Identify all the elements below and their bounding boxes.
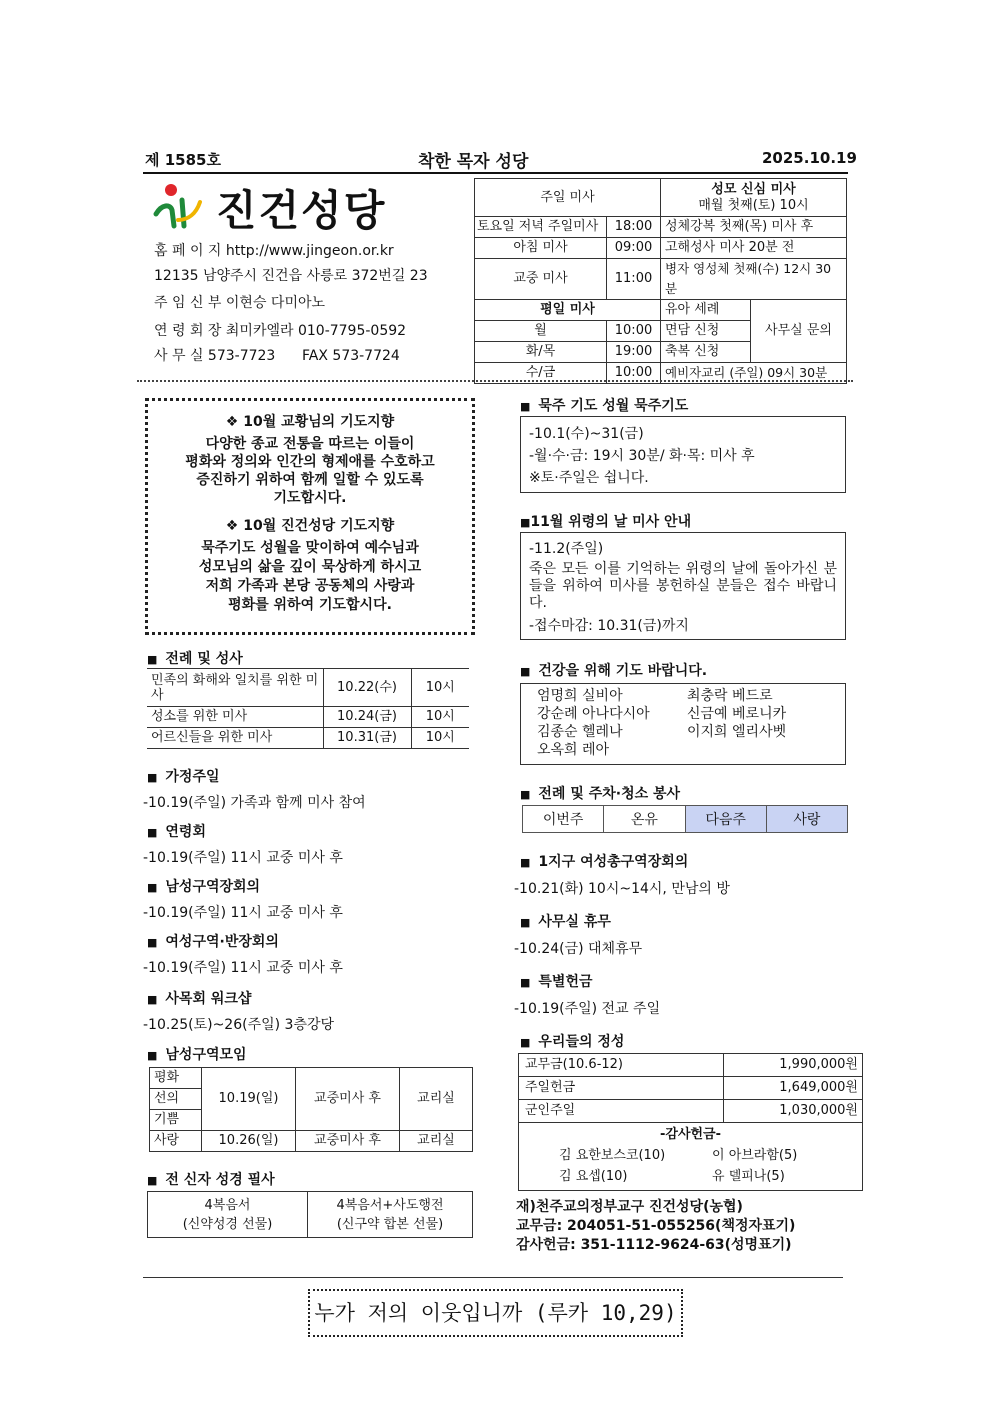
offering-amount: 1,990,000원: [724, 1054, 863, 1077]
footer-rule: [143, 1277, 843, 1278]
service-title: ■ 전례 및 주차·청소 봉사: [520, 783, 680, 803]
notice-title: ■ 연령회: [147, 821, 206, 841]
liturgy-title: ■ 전례 및 성사: [147, 648, 243, 668]
pope-line: 평화와 정의와 인간의 형제애를 수호하고: [185, 454, 435, 470]
notice-title: ■ 1지구 여성총구역장회의: [520, 851, 688, 871]
thanks-title: -감사헌금-: [659, 1127, 722, 1142]
notice-title: ■ 사목회 워크샵: [147, 988, 251, 1008]
rosary-line: -10.1(수)~31(금): [529, 426, 644, 442]
health-title: ■ 건강을 위해 기도 바랍니다.: [520, 660, 707, 680]
liturgy-time: 10시: [411, 728, 469, 749]
notice-text: -10.19(주일) 가족과 함께 미사 참여: [143, 795, 366, 811]
notice-text: -10.19(주일) 전교 주일: [514, 1001, 661, 1017]
parish-line: 성모님의 삶을 깊이 묵상하게 하시고: [198, 559, 422, 575]
mass-row-name: 교중 미사: [475, 259, 607, 300]
health-name: 강순례 아나다시아: [537, 706, 650, 722]
meeting-date: 10.26(일): [202, 1131, 296, 1152]
health-name: 엄명희 실비아: [537, 688, 623, 704]
parish-logo-icon: [152, 180, 212, 230]
pope-line: 다양한 종교 전통을 따르는 이들이: [205, 436, 415, 452]
diamond-icon: ❖: [225, 414, 239, 430]
liturgy-date: 10.22(수): [323, 669, 411, 707]
thanks-name: 이 아브라함(5): [712, 1148, 798, 1163]
meeting-place: 교리실: [400, 1131, 473, 1152]
bible-option-2: 4복음서+사도행전 (신구약 합본 선물): [308, 1192, 473, 1238]
thanks-name: 김 요한보스코(10): [559, 1148, 666, 1163]
memorial-box: [520, 532, 846, 640]
memorial-deadline: -접수마감: 10.31(금)까지: [529, 618, 689, 634]
thanks-name: 유 델피나(5): [712, 1169, 785, 1184]
memorial-date: -11.2(주일): [529, 541, 604, 557]
bank-info: [516, 1198, 795, 1255]
mass-row-time: 18:00: [607, 217, 661, 238]
weekday-day: 화/목: [475, 342, 607, 363]
notice-title: ■ 여성구역·반장회의: [147, 931, 279, 951]
pope-line: 기도합시다.: [273, 490, 347, 506]
parish-line: 저희 가족과 본당 공동체의 사랑과: [205, 578, 415, 594]
offering-amount: 1,030,000원: [724, 1100, 863, 1123]
meeting-place: 교리실: [400, 1068, 473, 1131]
pastor: 주 임 신 부 이현승 다미아노: [154, 295, 326, 311]
meeting-time: 교중미사 후: [296, 1131, 400, 1152]
offering-name: 교무금(10.6-12): [519, 1054, 724, 1077]
sunday-mass-header: 주일 미사: [475, 179, 661, 217]
office-inquiry: 사무실 문의: [751, 300, 847, 363]
bank-line: 교무금: 204051-51-055256(책정자표기): [516, 1218, 796, 1234]
mass-row-name: 토요일 저녁 주일미사: [475, 217, 607, 238]
bible-title: ■ 전 신자 성경 필사: [147, 1169, 275, 1189]
parish-line: 평화를 위하여 기도합시다.: [228, 597, 392, 613]
notice-title: ■ 특별헌금: [520, 971, 593, 991]
weekday-note: 면담 신청: [661, 321, 751, 342]
mass-row-note: 병자 영성체 첫째(수) 12시 30분: [661, 259, 847, 300]
service-cell: 이번주: [523, 806, 604, 832]
liturgy-name: 어르신들을 위한 미사: [147, 728, 323, 749]
group-name: 선의: [150, 1089, 202, 1110]
mass-row-time: 09:00: [607, 238, 661, 259]
prayer-intention-box: [145, 398, 475, 635]
group-name: 사랑: [150, 1131, 202, 1152]
group-name: 평화: [150, 1068, 202, 1089]
service-row: [522, 805, 848, 833]
offering-amount: 1,649,000원: [724, 1077, 863, 1100]
meeting-time: 교중미사 후: [296, 1068, 400, 1131]
pope-line: 증진하기 위하여 함께 일할 수 있도록: [196, 472, 424, 488]
bible-option-1: 4복음서 (신약성경 선물): [148, 1192, 308, 1238]
footer-verse: 누가 저의 이웃입니까 (루카 10,29): [308, 1289, 683, 1337]
mass-row-name: 아침 미사: [475, 238, 607, 259]
diamond-icon: ❖: [225, 518, 239, 534]
health-name: 김종순 헬레나: [537, 724, 623, 740]
bible-table: [147, 1191, 473, 1238]
service-cell-highlight: 다음주: [686, 806, 767, 832]
notice-title: ■ 남성구역장회의: [147, 876, 260, 896]
weekday-day: 월: [475, 321, 607, 342]
liturgy-name: 민족의 화해와 일치를 위한 미사: [147, 669, 323, 707]
pope-intention-title: ❖ 10월 교황님의 기도지향: [225, 414, 395, 430]
weekday-mass-header: 평일 미사: [475, 300, 661, 321]
rosary-line: ※토·주일은 쉽니다.: [529, 470, 649, 486]
memorial-title: ■11월 위령의 날 미사 안내: [520, 514, 692, 530]
mass-row-note: 성체강복 첫째(목) 미사 후: [661, 217, 847, 238]
rosary-box: [520, 416, 846, 493]
service-cell: 온유: [604, 806, 685, 832]
liturgy-date: 10.31(금): [323, 728, 411, 749]
notice-title: ■ 사무실 휴무: [520, 911, 611, 931]
infant-baptism: 유아 세례: [661, 300, 751, 321]
offering-title: ■ 우리들의 정성: [520, 1031, 624, 1051]
mass-row-time: 11:00: [607, 259, 661, 300]
notice-text: -10.19(주일) 11시 교중 미사 후: [143, 960, 343, 976]
notice-text: -10.25(토)~26(주일) 3층강당: [143, 1017, 335, 1033]
address: 12135 남양주시 진건읍 사릉로 372번길 23: [154, 268, 428, 284]
thanks-name: 김 요셉(10): [559, 1169, 628, 1184]
marian-mass-header: 성모 신심 미사 매월 첫째(토) 10시: [661, 179, 847, 217]
rosary-line: -월·수·금: 19시 30분/ 화·목: 미사 후: [529, 448, 755, 464]
men-meeting-table: [149, 1067, 473, 1152]
liturgy-table: [147, 668, 469, 749]
health-name: 신금예 베로니카: [687, 706, 787, 722]
office-phone: 사 무 실 573-7723 FAX 573-7724: [154, 348, 400, 364]
thanks-offering: [519, 1123, 863, 1191]
mass-row-note: 고해성사 미사 20분 전: [661, 238, 847, 259]
weekday-note: 축복 신청: [661, 342, 751, 363]
weekday-time: 10:00: [607, 363, 661, 384]
bank-line: 재)천주교의정부교구 진건성당(농협): [516, 1199, 743, 1215]
notice-text: -10.24(금) 대체휴무: [514, 941, 643, 957]
weekday-note: 예비자교리 (주일) 09시 30분: [661, 363, 847, 384]
notice-text: -10.19(주일) 11시 교중 미사 후: [143, 850, 343, 866]
notice-text: -10.19(주일) 11시 교중 미사 후: [143, 905, 343, 921]
parish-title: 착한 목자 성당: [418, 152, 529, 172]
health-name: 최충락 베드로: [687, 688, 773, 704]
section-divider: [137, 380, 853, 382]
square-icon: ■: [520, 516, 531, 529]
liturgy-time: 10시: [411, 707, 469, 728]
logo-text: 진건성당: [216, 186, 387, 235]
mass-schedule-table: [474, 178, 847, 384]
group-name: 기쁨: [150, 1110, 202, 1131]
service-cell-highlight: 사랑: [767, 806, 847, 832]
issue-number: 제 1585호: [145, 151, 221, 169]
weekday-day: 수/금: [475, 363, 607, 384]
liturgy-date: 10.24(금): [323, 707, 411, 728]
liturgy-name: 성소를 위한 미사: [147, 707, 323, 728]
homepage: 홈 페 이 지 http://www.jingeon.or.kr: [154, 243, 394, 259]
notice-text: -10.21(화) 10시~14시, 만남의 방: [514, 881, 730, 897]
header-rule: [143, 172, 848, 174]
men-meeting-title: ■ 남성구역모임: [147, 1044, 247, 1064]
parish-intention-title: ❖ 10월 진건성당 기도지향: [225, 518, 395, 534]
health-name: 오옥희 레아: [537, 742, 610, 758]
health-name: 이지희 엘리사벳: [687, 724, 787, 740]
notice-title: ■ 가정주일: [147, 766, 220, 786]
offering-name: 주일헌금: [519, 1077, 724, 1100]
liturgy-time: 10시: [411, 669, 469, 707]
president: 연 령 회 장 최미카엘라 010-7795-0592: [154, 323, 407, 339]
offering-table: [518, 1053, 863, 1191]
weekday-time: 19:00: [607, 342, 661, 363]
health-box: [520, 683, 846, 765]
weekday-time: 10:00: [607, 321, 661, 342]
meeting-date: 10.19(일): [202, 1068, 296, 1131]
issue-date: 2025.10.19: [762, 149, 857, 167]
rosary-title: ■ 묵주 기도 성월 묵주기도: [520, 395, 688, 415]
offering-name: 군인주일: [519, 1100, 724, 1123]
parish-line: 묵주기도 성월을 맞이하여 예수님과: [201, 540, 419, 556]
memorial-body: 죽은 모든 이를 기억하는 위령의 날에 돌아가신 분들을 위하여 미사를 봉헌하실 분들은 접수 바랍니다.: [529, 561, 837, 611]
bank-line: 감사헌금: 351-1112-9624-63(성명표기): [516, 1237, 792, 1253]
